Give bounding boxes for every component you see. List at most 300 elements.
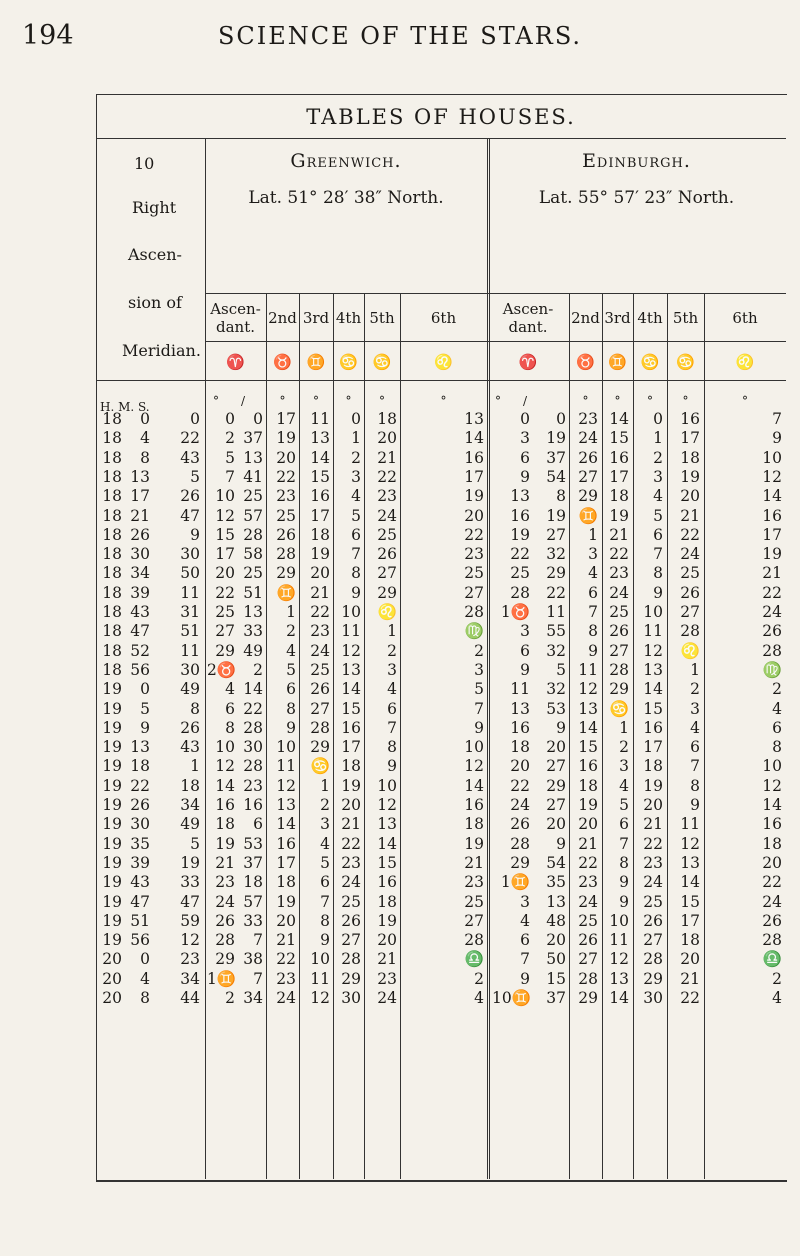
edinburgh-house-3: 14 xyxy=(609,410,629,428)
col-head-greenwich-asc-2: dant. xyxy=(215,318,255,336)
edinburgh-house-4: 8 xyxy=(653,564,663,583)
sign-edinburgh-4: ♋ xyxy=(640,353,660,371)
edinburgh-house-2: 9 xyxy=(588,641,598,660)
greenwich-house-5: ♌ xyxy=(377,603,397,621)
greenwich-asc-deg: 10 xyxy=(215,738,235,757)
edinburgh-house-5: 4 xyxy=(690,718,700,737)
edinburgh-house-4: 19 xyxy=(643,776,663,795)
greenwich-house-6: 22 xyxy=(464,525,484,544)
edinburgh-asc-deg: 24 xyxy=(510,796,530,814)
ra-seconds: 49 xyxy=(180,680,200,699)
greenwich-asc-deg: 5 xyxy=(225,448,235,467)
greenwich-house-2: 26 xyxy=(276,525,296,544)
ra-minutes: 8 xyxy=(140,448,150,467)
rule-under-colheads xyxy=(205,341,786,342)
edinburgh-house-4: 26 xyxy=(643,911,663,930)
edinburgh-asc-deg: 9 xyxy=(520,969,530,988)
edinburgh-house-3: 22 xyxy=(609,545,629,564)
edinburgh-asc-min: 11 xyxy=(546,603,566,621)
units-edinburgh-min: / xyxy=(523,394,528,408)
edinburgh-house-6: 28 xyxy=(762,931,782,950)
ra-seconds: 5 xyxy=(190,834,200,853)
ra-seconds: 23 xyxy=(180,950,200,969)
greenwich-house-4: 0 xyxy=(351,410,361,428)
ra-hours: 19 xyxy=(102,738,122,757)
edinburgh-house-2: 7 xyxy=(588,603,598,621)
units-edinburgh-deg: ° xyxy=(495,394,501,408)
ra-minutes: 18 xyxy=(130,757,150,776)
rule-under-signs xyxy=(96,380,786,381)
edinburgh-asc-deg: 9 xyxy=(520,467,530,486)
edinburgh-asc-min: 20 xyxy=(546,931,566,950)
edinburgh-house-3: 19 xyxy=(609,506,629,525)
edinburgh-house-5: 28 xyxy=(680,622,700,641)
greenwich-house-4: 28 xyxy=(341,950,361,969)
edinburgh-house-5: 8 xyxy=(690,776,700,795)
edinburgh-asc-deg: 28 xyxy=(510,834,530,853)
greenwich-house-4: 8 xyxy=(351,564,361,583)
greenwich-house-4: 19 xyxy=(341,776,361,795)
edinburgh-house-4: 12 xyxy=(643,641,663,660)
edinburgh-house-6: 22 xyxy=(762,873,782,892)
greenwich-house-5: 21 xyxy=(377,448,397,467)
edinburgh-house-2: 21 xyxy=(578,834,598,853)
greenwich-house-5: 16 xyxy=(377,873,397,892)
greenwich-house-4: 6 xyxy=(351,525,361,544)
rule-under-title xyxy=(96,138,786,139)
edinburgh-house-2: ♊ xyxy=(578,506,598,525)
edinburgh-house-6: 21 xyxy=(762,564,782,583)
sign-edinburgh-3: ♊ xyxy=(608,353,627,371)
ra-minutes: 0 xyxy=(140,680,150,699)
edinburgh-house-3: 18 xyxy=(609,487,629,506)
ra-hours: 18 xyxy=(102,641,122,660)
edinburgh-house-3: 7 xyxy=(619,834,629,853)
col-head-greenwich-h4: 4th xyxy=(335,309,362,327)
edinburgh-asc-deg: 18 xyxy=(510,738,530,757)
edinburgh-house-3: 21 xyxy=(609,525,629,544)
greenwich-asc-deg: 2 xyxy=(225,429,235,448)
edinburgh-house-2: 24 xyxy=(578,892,598,911)
edinburgh-house-4: 1 xyxy=(653,429,663,448)
greenwich-house-6: 19 xyxy=(464,834,484,853)
greenwich-house-2: 13 xyxy=(276,796,296,814)
greenwich-house-5: 24 xyxy=(377,506,397,525)
sign-edinburgh-2: ♉ xyxy=(576,353,595,371)
ra-minutes: 56 xyxy=(130,931,150,950)
edinburgh-asc-min: 35 xyxy=(546,873,566,892)
ra-minutes: 34 xyxy=(130,564,150,583)
edinburgh-house-2: 1 xyxy=(588,525,598,544)
greenwich-house-6: 16 xyxy=(464,448,484,467)
edinburgh-house-3: 12 xyxy=(609,950,629,969)
ra-minutes: 26 xyxy=(130,796,150,814)
edinburgh-house-3: 23 xyxy=(609,564,629,583)
edinburgh-house-6: ♎ xyxy=(762,950,782,969)
edinburgh-asc-deg: 25 xyxy=(510,564,530,583)
edinburgh-house-2: 29 xyxy=(578,989,598,1007)
edinburgh-asc-min: 27 xyxy=(546,757,566,776)
greenwich-house-3: 2 xyxy=(320,796,330,814)
edinburgh-house-2: 3 xyxy=(588,545,598,564)
greenwich-asc-min: 51 xyxy=(243,583,263,602)
edinburgh-house-5: ♌ xyxy=(680,641,700,660)
greenwich-house-5: 27 xyxy=(377,564,397,583)
ra-hours: 19 xyxy=(102,718,122,737)
greenwich-house-5: 20 xyxy=(377,429,397,448)
edinburgh-asc-deg: 0 xyxy=(520,410,530,428)
edinburgh-house-2: 22 xyxy=(578,853,598,872)
ra-minutes: 5 xyxy=(140,699,150,718)
ra-seconds: 34 xyxy=(180,969,200,988)
greenwich-house-5: 2 xyxy=(387,641,397,660)
greenwich-asc-min: 28 xyxy=(243,757,263,776)
ra-seconds: 51 xyxy=(180,622,200,641)
greenwich-asc-min: 33 xyxy=(243,911,263,930)
greenwich-asc-min: 23 xyxy=(243,776,263,795)
edinburgh-asc-min: 32 xyxy=(546,680,566,699)
edinburgh-house-3: 25 xyxy=(609,603,629,621)
greenwich-house-6: 7 xyxy=(474,699,484,718)
greenwich-house-5: 23 xyxy=(377,487,397,506)
edinburgh-asc-min: 8 xyxy=(556,487,566,506)
edinburgh-house-3: 15 xyxy=(609,429,629,448)
greenwich-house-6: 23 xyxy=(464,545,484,564)
greenwich-house-2: ♊ xyxy=(276,583,296,602)
sign-greenwich-4: ♋ xyxy=(339,353,358,371)
edinburgh-house-3: 13 xyxy=(609,969,629,988)
greenwich-house-5: 6 xyxy=(387,699,397,718)
greenwich-asc-min: 22 xyxy=(243,699,263,718)
ra-hours: 18 xyxy=(102,448,122,467)
col-head-greenwich-h2: 2nd xyxy=(268,309,297,327)
ra-hours: 20 xyxy=(102,989,122,1007)
edinburgh-house-4: 18 xyxy=(643,757,663,776)
greenwich-house-6: 4 xyxy=(474,989,484,1007)
greenwich-house-5: 19 xyxy=(377,911,397,930)
greenwich-house-6: 25 xyxy=(464,892,484,911)
greenwich-house-2: 12 xyxy=(276,776,296,795)
ra-seconds: 1 xyxy=(190,757,200,776)
edinburgh-asc-deg: 29 xyxy=(510,853,530,872)
units-hms: H. M. S. xyxy=(100,400,150,414)
greenwich-house-2: 29 xyxy=(276,564,296,583)
edinburgh-house-4: 29 xyxy=(643,969,663,988)
edinburgh-asc-deg: 20 xyxy=(510,757,530,776)
greenwich-asc-deg: 14 xyxy=(215,776,235,795)
greenwich-asc-min: 38 xyxy=(243,950,263,969)
edinburgh-asc-min: 50 xyxy=(546,950,566,969)
sign-greenwich-1: ♈ xyxy=(226,353,245,371)
edinburgh-house-2: 8 xyxy=(588,622,598,641)
edinburgh-house-6: ♍ xyxy=(762,660,782,679)
edinburgh-house-6: 20 xyxy=(762,853,782,872)
edinburgh-asc-min: 19 xyxy=(546,429,566,448)
edinburgh-house-6: 10 xyxy=(762,757,782,776)
edinburgh-asc-min: 48 xyxy=(546,911,566,930)
edinburgh-house-2: 28 xyxy=(578,969,598,988)
greenwich-house-4: 22 xyxy=(341,834,361,853)
greenwich-house-3: 4 xyxy=(320,834,330,853)
greenwich-house-3: 23 xyxy=(310,622,330,641)
col-head-edinburgh-h5: 5th xyxy=(672,309,699,327)
greenwich-asc-min: 37 xyxy=(243,429,263,448)
ra-hours: 18 xyxy=(102,603,122,621)
edinburgh-house-6: 24 xyxy=(762,892,782,911)
greenwich-house-6: 3 xyxy=(474,660,484,679)
greenwich-asc-deg: 16 xyxy=(215,796,235,814)
edinburgh-house-4: 5 xyxy=(653,506,663,525)
greenwich-house-3: 11 xyxy=(310,969,330,988)
col-head-greenwich-h3: 3rd xyxy=(302,309,330,327)
greenwich-house-6: 14 xyxy=(464,429,484,448)
greenwich-house-3: 17 xyxy=(310,506,330,525)
edinburgh-asc-deg: 13 xyxy=(510,487,530,506)
place-edinburgh-lat: Lat. 55° 57′ 23″ North. xyxy=(538,188,735,208)
ra-seconds: 26 xyxy=(180,487,200,506)
ra-minutes: 30 xyxy=(130,545,150,564)
page-number: 194 xyxy=(22,20,74,51)
left-header-line-3: sion of xyxy=(128,293,182,312)
greenwich-house-3: 19 xyxy=(310,545,330,564)
greenwich-house-3: 20 xyxy=(310,564,330,583)
edinburgh-house-2: 4 xyxy=(588,564,598,583)
edinburgh-house-3: 28 xyxy=(609,660,629,679)
col-head-edinburgh-h4: 4th xyxy=(637,309,663,327)
greenwich-house-4: 20 xyxy=(341,796,361,814)
edinburgh-asc-deg: 3 xyxy=(520,892,530,911)
edinburgh-house-5: 27 xyxy=(680,603,700,621)
edinburgh-house-5: 9 xyxy=(690,796,700,814)
ra-minutes: 17 xyxy=(130,487,150,506)
edinburgh-house-5: 22 xyxy=(680,525,700,544)
greenwich-asc-min: 0 xyxy=(253,410,263,428)
greenwich-house-3: 8 xyxy=(320,911,330,930)
greenwich-house-5: 24 xyxy=(377,989,397,1007)
edinburgh-house-4: 0 xyxy=(653,410,663,428)
ra-hours: 19 xyxy=(102,834,122,853)
greenwich-asc-min: 13 xyxy=(243,448,263,467)
ra-hours: 18 xyxy=(102,660,122,679)
edinburgh-house-6: 14 xyxy=(762,487,782,506)
greenwich-house-3: 28 xyxy=(310,718,330,737)
edinburgh-house-5: 20 xyxy=(680,950,700,969)
greenwich-house-2: 19 xyxy=(276,892,296,911)
edinburgh-asc-min: 5 xyxy=(556,660,566,679)
greenwich-house-6: 17 xyxy=(464,467,484,486)
ra-minutes: 22 xyxy=(130,776,150,795)
col-head-edinburgh-h3: 3rd xyxy=(604,309,631,327)
edinburgh-asc-min: 32 xyxy=(546,641,566,660)
edinburgh-asc-min: 0 xyxy=(556,410,566,428)
edinburgh-house-3: 3 xyxy=(619,757,629,776)
greenwich-house-6: 2 xyxy=(474,969,484,988)
edinburgh-house-5: 21 xyxy=(680,506,700,525)
edinburgh-house-3: 26 xyxy=(609,622,629,641)
edinburgh-house-6: 4 xyxy=(772,989,782,1007)
greenwich-house-5: 7 xyxy=(387,718,397,737)
edinburgh-house-3: 27 xyxy=(609,641,629,660)
greenwich-house-5: 23 xyxy=(377,969,397,988)
edinburgh-asc-deg: 26 xyxy=(510,815,530,834)
greenwich-house-5: 4 xyxy=(387,680,397,699)
edinburgh-house-5: 13 xyxy=(680,853,700,872)
greenwich-asc-deg: 25 xyxy=(215,603,235,621)
ra-hours: 19 xyxy=(102,853,122,872)
edinburgh-house-6: 12 xyxy=(762,776,782,795)
greenwich-house-3: 18 xyxy=(310,525,330,544)
greenwich-house-6: 18 xyxy=(464,815,484,834)
greenwich-asc-deg: 8 xyxy=(225,718,235,737)
edinburgh-asc-deg: 16 xyxy=(510,718,530,737)
greenwich-house-3: 7 xyxy=(320,892,330,911)
greenwich-asc-deg: 17 xyxy=(215,545,235,564)
edinburgh-asc-deg: 6 xyxy=(520,641,530,660)
edinburgh-house-3: 11 xyxy=(609,931,629,950)
ra-hours: 19 xyxy=(102,911,122,930)
edinburgh-house-5: 21 xyxy=(680,969,700,988)
greenwich-asc-deg: 28 xyxy=(215,931,235,950)
greenwich-house-4: 12 xyxy=(341,641,361,660)
col-head-greenwich-h6: 6th xyxy=(430,309,457,327)
edinburgh-house-5: 17 xyxy=(680,911,700,930)
greenwich-house-6: 16 xyxy=(464,796,484,814)
sign-greenwich-3: ♊ xyxy=(306,353,326,371)
edinburgh-house-4: 2 xyxy=(653,448,663,467)
sign-greenwich-6: ♌ xyxy=(434,353,453,371)
greenwich-house-6: 27 xyxy=(464,911,484,930)
greenwich-asc-deg: 29 xyxy=(215,641,235,660)
rule-under-places xyxy=(205,293,786,294)
edinburgh-house-3: 24 xyxy=(609,583,629,602)
edinburgh-asc-min: 9 xyxy=(556,834,566,853)
greenwich-house-5: 22 xyxy=(377,467,397,486)
greenwich-house-3: 12 xyxy=(310,989,330,1007)
greenwich-asc-deg: 7 xyxy=(225,467,235,486)
edinburgh-asc-deg: 22 xyxy=(510,776,530,795)
edinburgh-asc-deg: 9 xyxy=(520,660,530,679)
edinburgh-asc-deg: 22 xyxy=(510,545,530,564)
greenwich-house-3: 1 xyxy=(320,776,330,795)
edinburgh-asc-deg: 13 xyxy=(510,699,530,718)
greenwich-house-3: 21 xyxy=(310,583,330,602)
greenwich-asc-min: 53 xyxy=(243,834,263,853)
edinburgh-house-3: 8 xyxy=(619,853,629,872)
greenwich-asc-min: 34 xyxy=(243,989,263,1007)
edinburgh-asc-min: 9 xyxy=(556,718,566,737)
edinburgh-house-4: 15 xyxy=(643,699,663,718)
ra-minutes: 0 xyxy=(140,950,150,969)
greenwich-house-2: 6 xyxy=(286,680,296,699)
greenwich-house-2: 22 xyxy=(276,950,296,969)
greenwich-house-2: 24 xyxy=(276,989,296,1007)
ra-hours: 18 xyxy=(102,583,122,602)
greenwich-house-5: 10 xyxy=(377,776,397,795)
greenwich-house-4: 13 xyxy=(341,660,361,679)
greenwich-house-6: 19 xyxy=(464,487,484,506)
edinburgh-house-3: 9 xyxy=(619,873,629,892)
ra-hours: 19 xyxy=(102,757,122,776)
edinburgh-house-3: 29 xyxy=(609,680,629,699)
edinburgh-house-6: 22 xyxy=(762,583,782,602)
edinburgh-house-4: 25 xyxy=(643,892,663,911)
edinburgh-house-3: 5 xyxy=(619,796,629,814)
edinburgh-house-4: 22 xyxy=(643,834,663,853)
greenwich-asc-min: 49 xyxy=(243,641,263,660)
greenwich-house-5: 13 xyxy=(377,815,397,834)
greenwich-house-6: 10 xyxy=(464,738,484,757)
greenwich-house-4: 16 xyxy=(341,718,361,737)
edinburgh-house-6: 24 xyxy=(762,603,782,621)
col-head-edinburgh-h2: 2nd xyxy=(571,309,600,327)
left-header-line-4: Meridian. xyxy=(122,341,201,360)
greenwich-house-3: 3 xyxy=(320,815,330,834)
edinburgh-house-5: 25 xyxy=(680,564,700,583)
greenwich-asc-deg: 19 xyxy=(215,834,235,853)
edinburgh-house-3: 9 xyxy=(619,892,629,911)
greenwich-house-3: ♋ xyxy=(310,757,330,776)
greenwich-asc-min: 6 xyxy=(253,815,263,834)
greenwich-house-4: 11 xyxy=(341,622,361,641)
ra-minutes: 56 xyxy=(130,660,150,679)
edinburgh-house-4: 21 xyxy=(643,815,663,834)
edinburgh-house-2: 25 xyxy=(578,911,598,930)
edinburgh-house-6: 10 xyxy=(762,448,782,467)
greenwich-house-4: 17 xyxy=(341,738,361,757)
ra-seconds: 26 xyxy=(180,718,200,737)
greenwich-asc-deg: 0 xyxy=(225,410,235,428)
left-header-line-1: Right xyxy=(132,198,177,217)
greenwich-asc-deg: 2♉ xyxy=(207,660,237,679)
greenwich-asc-min: 18 xyxy=(243,873,263,892)
units-greenwich-deg-3: ° xyxy=(345,394,352,408)
ra-minutes: 47 xyxy=(130,622,150,641)
greenwich-house-2: 25 xyxy=(276,506,296,525)
greenwich-house-3: 11 xyxy=(310,410,330,428)
edinburgh-house-4: 16 xyxy=(643,718,663,737)
greenwich-house-4: 15 xyxy=(341,699,361,718)
edinburgh-house-6: 18 xyxy=(762,834,782,853)
table-title: TABLES OF HOUSES. xyxy=(306,105,576,129)
greenwich-asc-deg: 21 xyxy=(215,853,235,872)
ra-seconds: 18 xyxy=(180,776,200,795)
greenwich-house-3: 6 xyxy=(320,873,330,892)
edinburgh-house-6: 26 xyxy=(762,911,782,930)
greenwich-house-2: 10 xyxy=(276,738,296,757)
greenwich-house-6: 20 xyxy=(464,506,484,525)
greenwich-house-5: 3 xyxy=(387,660,397,679)
edinburgh-asc-deg: 3 xyxy=(520,622,530,641)
greenwich-house-2: 11 xyxy=(276,757,296,776)
col-head-edinburgh-h6: 6th xyxy=(732,309,758,327)
greenwich-house-6: 28 xyxy=(464,931,484,950)
greenwich-house-4: 2 xyxy=(351,448,361,467)
edinburgh-house-3: 1 xyxy=(619,718,629,737)
greenwich-asc-min: 30 xyxy=(243,738,263,757)
edinburgh-house-6: 2 xyxy=(772,680,782,699)
edinburgh-asc-min: 27 xyxy=(546,796,566,814)
col-head-edinburgh-asc-1: Ascen- xyxy=(502,300,554,318)
ra-hours: 19 xyxy=(102,931,122,950)
greenwich-house-3: 22 xyxy=(310,603,330,621)
greenwich-asc-min: 41 xyxy=(243,467,263,486)
greenwich-asc-deg: 27 xyxy=(215,622,235,641)
greenwich-house-5: 8 xyxy=(387,738,397,757)
greenwich-house-2: 2 xyxy=(286,622,296,641)
units-edinburgh-deg-3: ° xyxy=(647,394,653,408)
edinburgh-house-5: 2 xyxy=(690,680,700,699)
edinburgh-house-6: 2 xyxy=(772,969,782,988)
